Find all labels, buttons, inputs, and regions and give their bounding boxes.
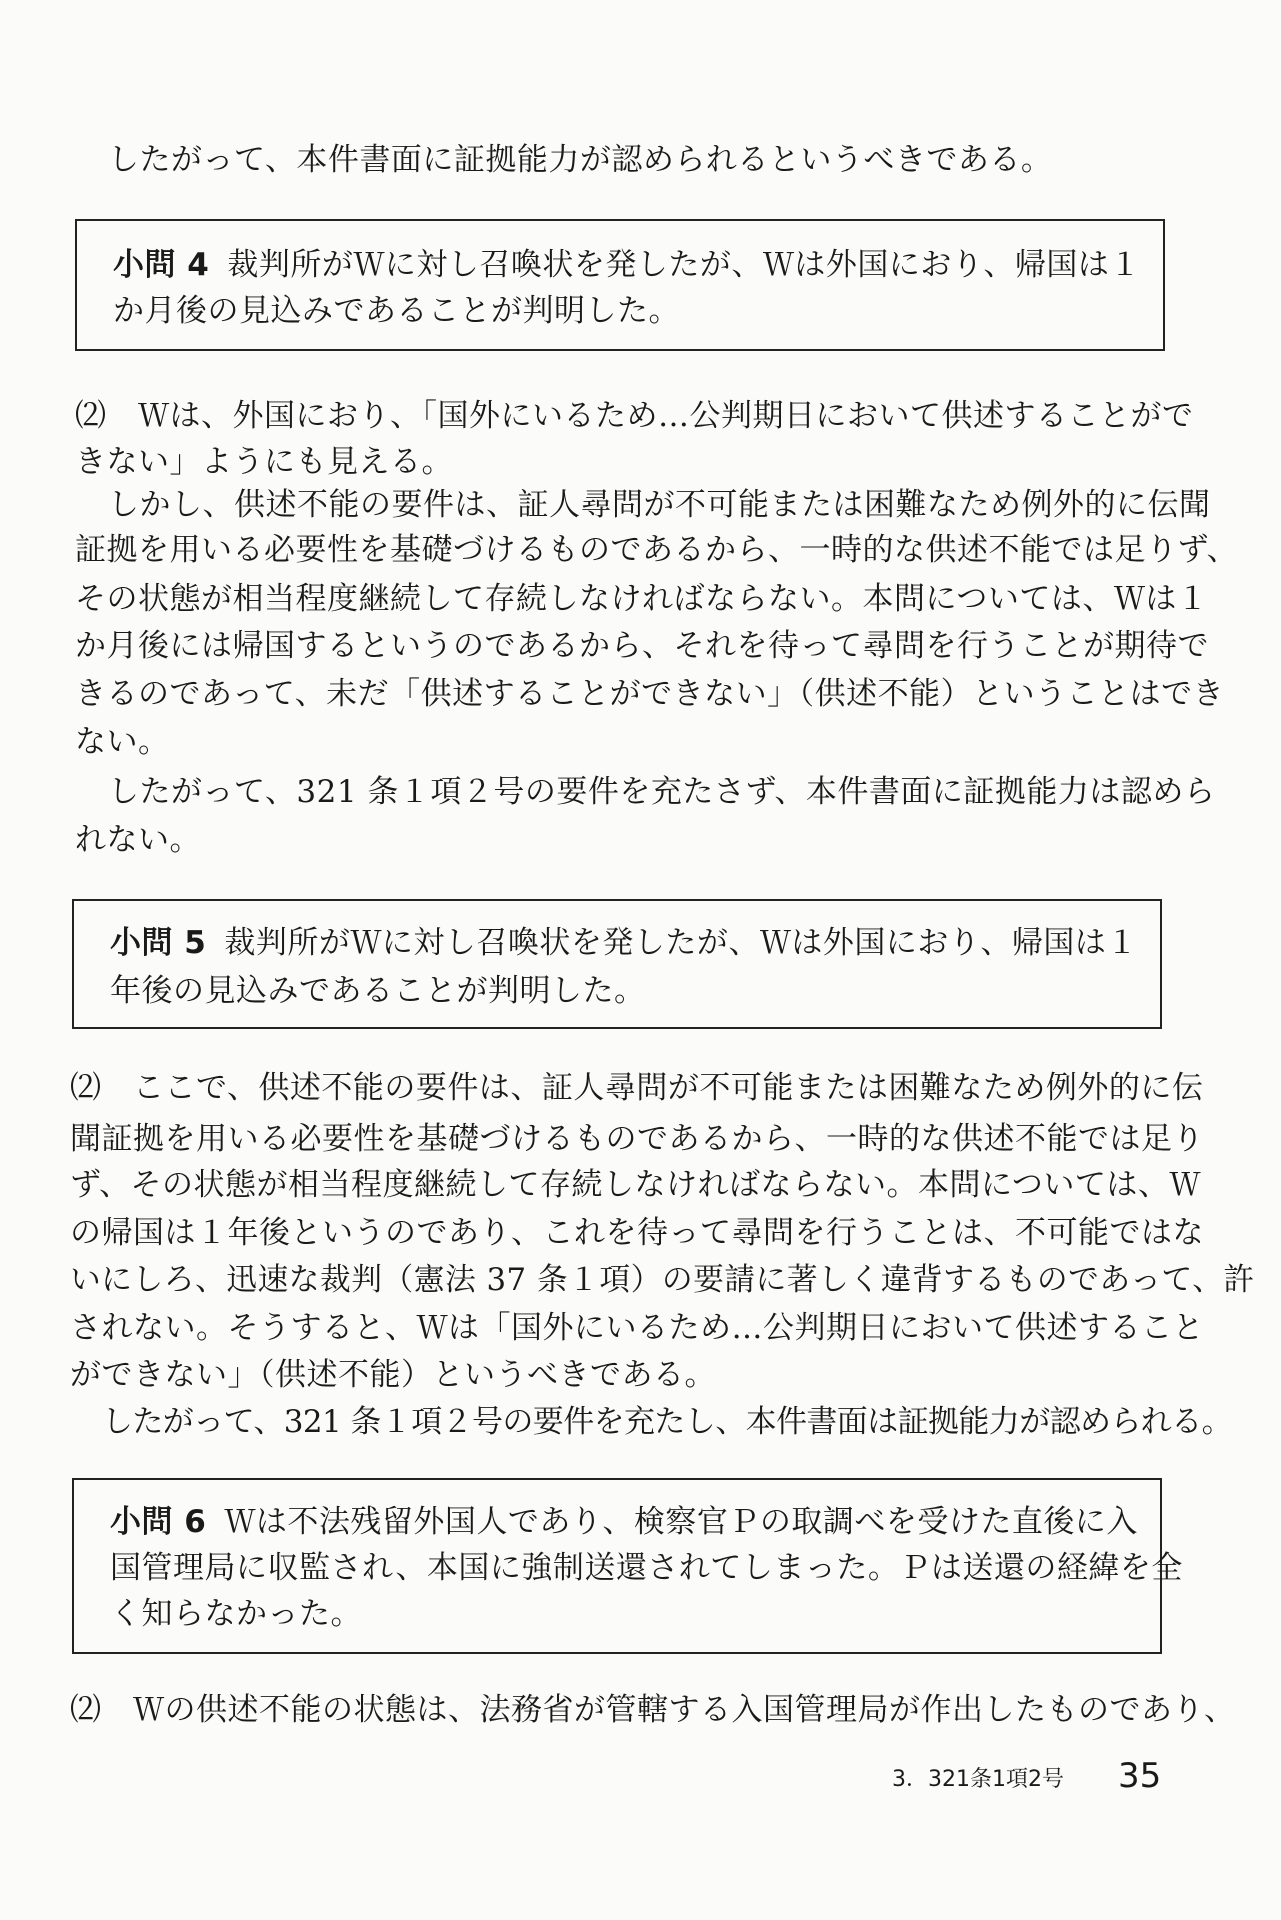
paragraph-conclusion-3: したがって、本件書面に証拠能力が認められるというべきである。 — [108, 142, 1053, 178]
question-label: 小問 5 — [110, 925, 207, 961]
answer-line: ず、その状態が相当程度継続して存続しなければならない。本問については、Ｗ — [70, 1167, 1201, 1203]
answer-line: ない。 — [75, 724, 170, 760]
question-line: 年後の見込みであることが判明した。 — [110, 973, 646, 1009]
question-line: 小問 4 裁判所がＷに対し召喚状を発したが、Ｗは外国におり、帰国は１ — [113, 247, 1141, 283]
answer-line: 証拠を用いる必要性を基礎づけるものであるから、一時的な供述不能では足りず、 — [75, 532, 1239, 568]
answer-line: されない。そうすると、Ｗは「国外にいるため…公判期日において供述すること — [70, 1310, 1204, 1346]
running-footer-section: 3．321条1項2号 — [892, 1767, 1064, 1792]
answer-line: ⑵ ここで、供述不能の要件は、証人尋問が不可能または困難なため例外的に伝 — [70, 1070, 1204, 1106]
question-line: 小問 6 Ｗは不法残留外国人であり、検察官Ｐの取調べを受けた直後に入 — [110, 1504, 1138, 1540]
question-box-5 — [72, 899, 1162, 1029]
question-line: 国管理局に収監され、本国に強制送還されてしまった。Ｐは送還の経緯を全 — [110, 1550, 1183, 1586]
answer-line: ⑵ Ｗの供述不能の状態は、法務省が管轄する入国管理局が作出したものであり、 — [70, 1692, 1236, 1728]
question-box-6 — [72, 1478, 1183, 1654]
question-label: 小問 4 — [113, 247, 210, 283]
question-box-4 — [75, 219, 1165, 351]
answer-line: ができない」（供述不能）というべきである。 — [70, 1357, 716, 1393]
question-line: く知らなかった。 — [110, 1596, 362, 1632]
question-line: か月後の見込みであることが判明した。 — [113, 293, 680, 329]
answer-line: ⑵ Ｗは、外国におり、「国外にいるため…公判期日において供述することがで — [75, 398, 1194, 434]
question-label: 小問 6 — [110, 1504, 207, 1540]
page-number: 35 — [1118, 1756, 1162, 1796]
answer-line: 聞証拠を用いる必要性を基礎づけるものであるから、一時的な供述不能では足り — [70, 1121, 1204, 1157]
answer-line: きるのであって、未だ「供述することができない」（供述不能）ということはでき — [75, 676, 1225, 712]
answer-line: か月後には帰国するというのであるから、それを待って尋問を行うことが期待で — [75, 628, 1209, 664]
answer-line: しかし、供述不能の要件は、証人尋問が不可能または困難なため例外的に伝聞 — [108, 487, 1211, 523]
answer-line: の帰国は１年後というのであり、これを待って尋問を行うことは、不可能ではな — [70, 1215, 1204, 1251]
answer-line: れない。 — [75, 822, 201, 858]
answer-line: その状態が相当程度継続して存続しなければならない。本問については、Ｗは１ — [75, 581, 1209, 617]
question-line: 小問 5 裁判所がＷに対し召喚状を発したが、Ｗは外国におり、帰国は１ — [110, 925, 1138, 961]
answer-line: したがって、321 条１項２号の要件を充たさず、本件書面に証拠能力は認めら — [108, 774, 1216, 810]
answer-line: きない」ようにも見える。 — [75, 444, 453, 480]
answer-line: いにしろ、迅速な裁判（憲法 37 条１項）の要請に著しく違背するものであって、許 — [70, 1262, 1255, 1298]
answer-line: したがって、321 条１項２号の要件を充たし、本件書面は証拠能力が認められる。 — [102, 1404, 1232, 1440]
